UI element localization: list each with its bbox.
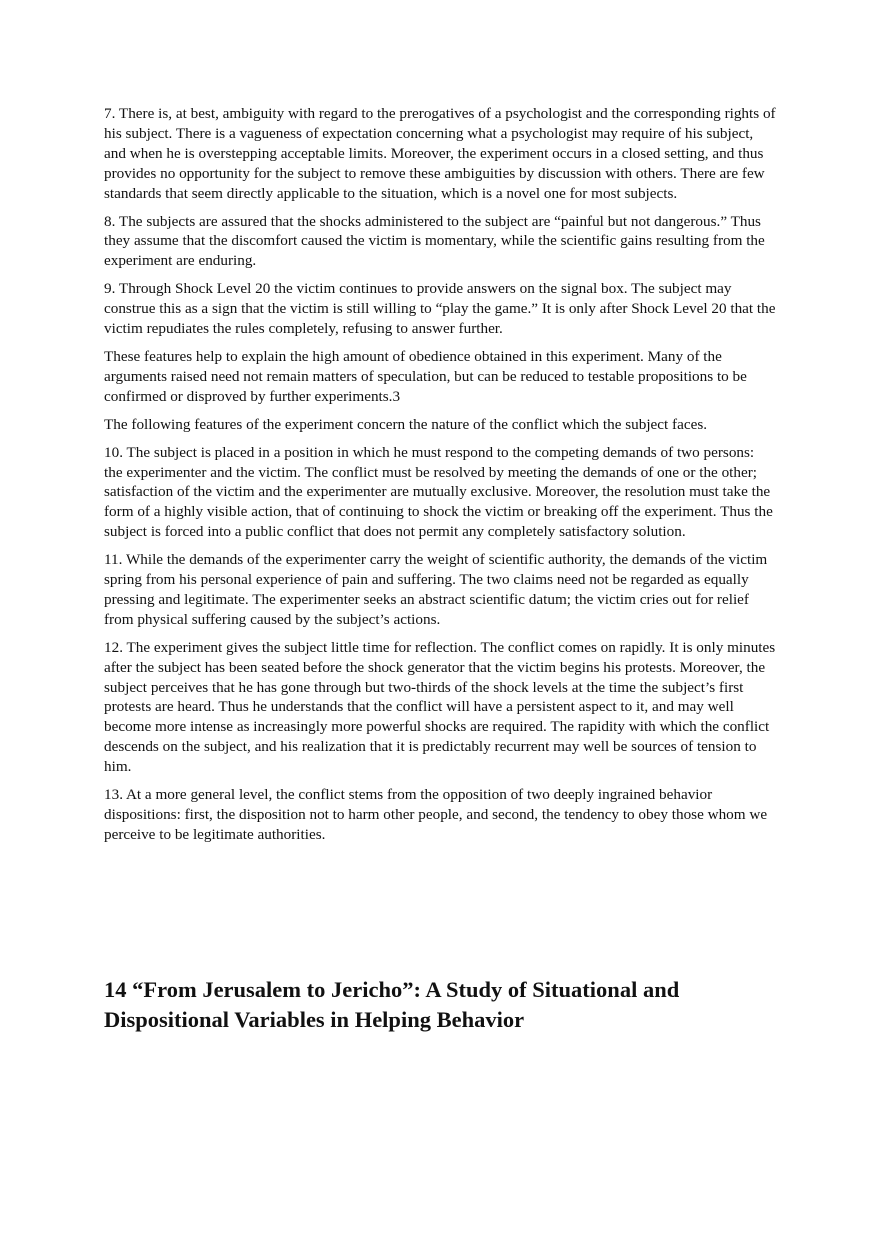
paragraph-features-summary: These features help to explain the high amount of obedience obtained in this experiment. Many of the arguments raised need not remain matters of speculation, but can be reduced to testable propositions to be confirmed or disproved by further experiments.3	[104, 347, 747, 405]
paragraph-item-12: 12. The experiment gives the subject little time for reflection. The conflict comes on rapidly. It is only minutes after the subject has been seated before the shock generator that the victim begins his protests. Moreover, the subject perceives that he has gone through but two-thirds of the shock levels at the time the subject’s first protests are heard. Thus he understands that the conflict will have a persistent aspect to it, and may well become more intense as increasingly more powerful shocks are required. The rapidity with which the conflict descends on the subject, and his realization that it is predictably recurrent may well be sources of tension to him.	[104, 638, 776, 776]
paragraph-item-7: 7. There is, at best, ambiguity with regard to the prerogatives of a psychologist and the corresponding rights of his subject. There is a vagueness of expectation concerning what a psychologist may require of his subject, and when he is overstepping acceptable limits. Moreover, the experiment occurs in a closed setting, and thus provides no opportunity for the subject to remove these ambiguities by discussion with others. There are few standards that seem directly applicable to the situation, which is a novel one for most subjects.	[104, 105, 776, 202]
paragraph-item-10: 10. The subject is placed in a position in which he must respond to the competing demands of two persons: the experimenter and the victim. The conflict must be resolved by meeting the demands of one or the other; satisfaction of the victim and the experimenter are mutually exclusive. Moreover, the resolution must take the form of a highly visible action, that of continuing to shock the victim or breaking off the experiment. Thus the subject is forced into a public conflict that does not permit any completely satisfactory solution.	[104, 443, 773, 541]
paragraph-item-9: 9. Through Shock Level 20 the victim continues to provide answers on the signal box. The subject may construe this as a sign that the victim is still willing to “play the game.” It is only after Shock Level 20 that the victim repudiates the rules completely, refusing to answer further.	[104, 280, 776, 338]
paragraph-item-11: 11. While the demands of the experimenter carry the weight of scientific authority, the demands of the victim spring from his personal experience of pain and suffering. The two claims need not be regarded as equally pressing and legitimate. The experimenter seeks an abstract scientific datum; the victim cries out for relief from physical suffering caused by the subject’s actions.	[104, 551, 768, 628]
document-body	[104, 104, 776, 853]
paragraph-item-8: 8. The subjects are assured that the shocks administered to the subject are “painful but not dangerous.” Thus they assume that the discomfort caused the victim is momentary, while the scientific gains resulting from the experiment are enduring.	[104, 212, 765, 270]
paragraph-item-13: 13. At a more general level, the conflict stems from the opposition of two deeply ingrained behavior dispositions: first, the disposition not to harm other people, and second, the tendency to obey those whom we perceive to be legitimate authorities.	[104, 786, 768, 843]
chapter-heading: 14 “From Jerusalem to Jericho”: A Study of Situational and Dispositional Variables in Helping Behavior	[104, 977, 680, 1032]
paragraph-conflict-intro: The following features of the experiment concern the nature of the conflict which the subject faces.	[104, 415, 708, 433]
